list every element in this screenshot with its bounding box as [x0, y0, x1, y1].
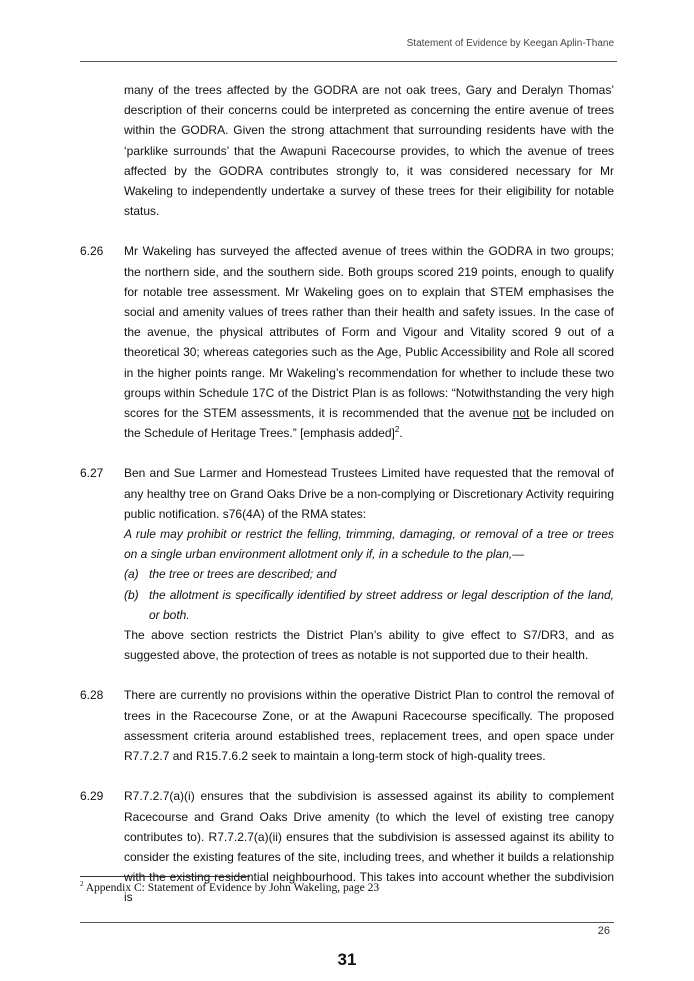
quote-label: (a)	[124, 567, 139, 582]
continuation-paragraph: many of the trees affected by the GODRA are not oak trees, Gary and Deralyn Thomas’ description of their concerns could be interpreted as concerning the entire avenue of trees within the GODRA. Given the strong attachment that surrounding residents have with the ‘parklike surrounds’ that the Awapuni Racecourse provides, to which the avenue of trees affected by the GODRA contributes strongly to, it was considered necessary for Mr Wakeling to independently undertake a survey of these trees for their eligibility for notable status.	[124, 83, 614, 219]
quote-item	[124, 564, 614, 584]
paragraph-number: 6.29	[80, 789, 104, 804]
sentence-end: .	[399, 426, 403, 441]
footnote-text: Appendix C: Statement of Evidence by John Wakeling, page 23	[85, 882, 380, 894]
footer-rule	[80, 922, 614, 923]
paragraph-6-26	[80, 241, 614, 443]
paragraph-number: 6.26	[80, 244, 104, 259]
footnote-rule	[80, 876, 250, 877]
paragraph-6-28	[80, 685, 614, 766]
quote-label: (b)	[124, 587, 139, 602]
paragraph-text	[124, 241, 614, 443]
quote-item	[124, 585, 614, 625]
text-after: be included on the Schedule of Heritage Trees.” [emphasis added]	[124, 406, 614, 441]
header-rule	[80, 61, 617, 62]
document-body	[80, 80, 614, 928]
quote-intro: A rule may prohibit or restrict the felling, trimming, damaging, or removal of a tree or trees on a single urban environment allotment only if, in a schedule to the plan,—	[124, 527, 614, 562]
footnote	[80, 882, 379, 894]
paragraph-text: R7.7.2.7(a)(i) ensures that the subdivision is assessed against its ability to complement Racecourse and Grand Oaks Drive amenity (to which the level of existing tree canopy contributes to). R7.7.2.7(a)(ii) ensures that the subdivision is assessed against its ability to consider the existing features of the site, including trees, and whether it builds a relationship with the existing residential neighbourhood. This takes into account whether the subdivision is	[124, 789, 614, 905]
paragraph-conclusion: The above section restricts the District Plan’s ability to give effect to S7/DR3, and as suggested above, the protection of trees as notable is not supported due to their health.	[124, 628, 614, 663]
quote-text: the allotment is specifically identified by street address or legal description of the land, or both.	[149, 587, 614, 622]
emphasis-underline: not	[512, 406, 530, 421]
paragraph-6-27	[80, 463, 614, 665]
footnote-ref: 2	[394, 425, 400, 435]
paragraph-text: There are currently no provisions within the operative District Plan to control the removal of trees in the Racecourse Zone, or at the Awapuni Racecourse specifically. The proposed assessment criteria around established trees, replacement trees, and open space under R7.7.2.7 and R15.7.6.2 seek to maintain a long-term stock of high-quality trees.	[124, 688, 614, 764]
paragraph-text	[124, 463, 614, 665]
quote-text: the tree or trees are described; and	[149, 567, 337, 582]
paragraph-number: 6.27	[80, 466, 104, 481]
footnote-number: 2	[80, 880, 84, 889]
bundle-page-number: 31	[337, 950, 357, 969]
paragraph-number: 6.28	[80, 688, 104, 703]
paragraph-intro: Ben and Sue Larmer and Homestead Trustees Limited have requested that the removal of any healthy tree on Grand Oaks Drive be a non-complying or Discretionary Activity requiring public notification. s76(4A) of the RMA states:	[124, 466, 614, 521]
page-number: 26	[597, 925, 610, 937]
text-before: Mr Wakeling has surveyed the affected avenue of trees within the GODRA in two groups; the northern side, and the southern side. Both groups scored 219 points, enough to qualify for notable tree assessment. Mr Wakeling goes on to explain that STEM emphasises the social and amenity values of trees rather than their health and safety issues. In the case of the avenue, the physical attributes of Form and Vigour and Vitality scored 9 out of a theoretical 30; whereas categories such as the Age, Public Accessibility and Role all scored in the higher points range. Mr Wakeling’s recommendation for whether to include these two groups within Schedule 17C of the District Plan is as follows: “Notwithstanding the very high scores for the STEM assessments, it is recommended that the avenue	[124, 244, 614, 421]
page-header: Statement of Evidence by Keegan Aplin-Thane	[406, 38, 614, 49]
